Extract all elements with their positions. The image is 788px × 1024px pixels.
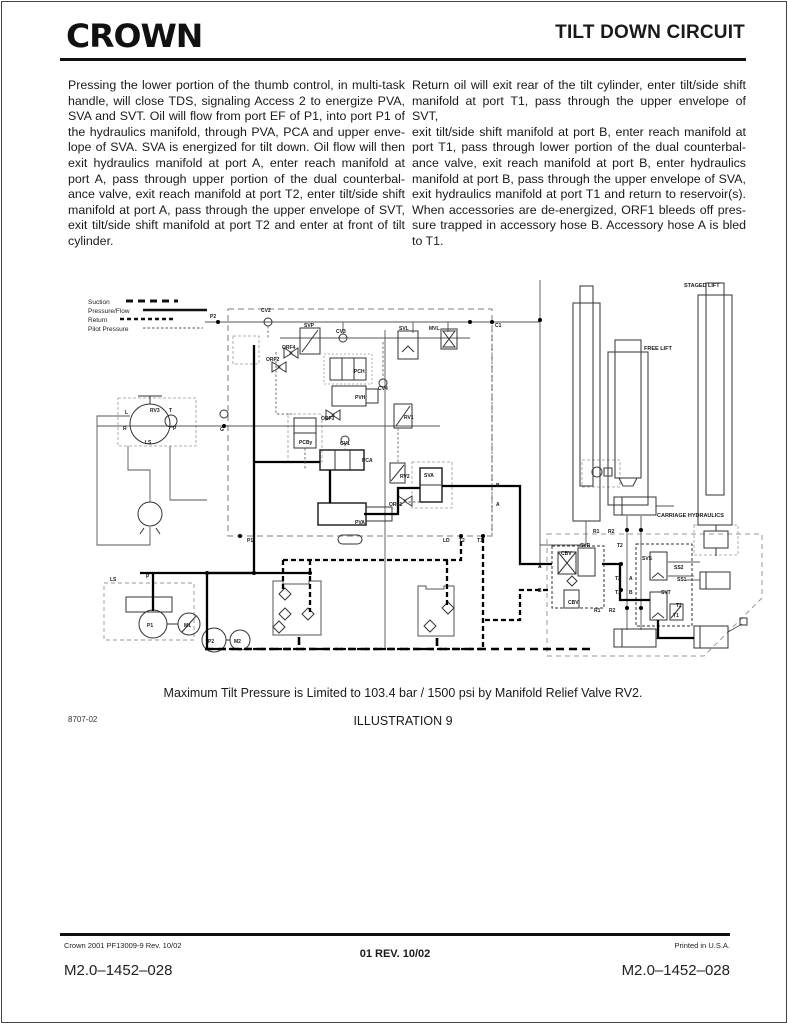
diagram-label: R2 [608, 529, 615, 535]
footer-rule [60, 933, 730, 936]
diagram-label: FREE LIFT [644, 346, 672, 352]
diagram-label: SVR [580, 543, 591, 549]
diagram-label: B [496, 483, 500, 489]
body-text-line: exit tilt/side shift manifold at port T2 and enter at front of tilt [68, 218, 405, 233]
body-text-line: Pressing the lower portion of the thumb control, in multi-task [68, 78, 405, 92]
diagram-label: T1 [673, 613, 679, 619]
body-text-line: SVA and SVT. Oil will flow from port EF of P1, into port P1 of [68, 109, 405, 124]
diagram-label: R [123, 426, 127, 432]
crown-logo [66, 14, 236, 56]
diagram-label: CV2 [261, 308, 271, 314]
return-lines [205, 537, 548, 649]
diagram-label: T1 [615, 590, 621, 596]
diagram-label: RV3 [150, 408, 160, 414]
diagram-label: CV3 [336, 329, 346, 335]
body-text-line: port A, pass through upper portion of the dual counterbal- [68, 171, 405, 186]
diagram-label: ORF3 [321, 416, 335, 422]
diagram-label: A [496, 502, 500, 508]
body-text-line: lope of SVA. SVA is energized for tilt down. Oil flow will then [68, 140, 405, 155]
diagram-label: CV1 [340, 441, 350, 447]
figure-code: 8707-02 [68, 715, 98, 724]
legend-line-samples [120, 301, 207, 328]
diagram-label: Pressure/Flow [88, 308, 130, 315]
diagram-label: CARRIAGE HYDRAULICS [657, 513, 724, 519]
component-symbols [126, 318, 457, 652]
doc-number-left: M2.0–1452–028 [64, 962, 173, 979]
diagram-label: T2 [676, 603, 682, 609]
footer-publication-info: Crown 2001 PF13009-9 Rev. 10/02 [64, 941, 182, 950]
pressure-note: Maximum Tilt Pressure is Limited to 103.4 bar / 1500 psi by Manifold Relief Valve RV2. [163, 686, 643, 700]
crown-logo-text: CROWN [66, 17, 203, 55]
diagram-label: T2 [617, 543, 623, 549]
diagram-label: SVT [661, 590, 671, 596]
diagram-label: LS [110, 577, 117, 583]
diagram-label: C1 [495, 323, 502, 329]
diagram-label: PVA [355, 520, 365, 526]
diagram-label: RV2 [400, 474, 410, 480]
illustration-label: ILLUSTRATION 9 [353, 714, 453, 728]
carriage-components [552, 497, 747, 648]
diagram-label: PCH [354, 369, 365, 375]
diagram-label: P1 [147, 623, 154, 629]
diagram-label: LS [145, 440, 152, 446]
diagram-label: P [146, 574, 150, 580]
footer-revision: 01 REV. 10/02 [359, 948, 431, 960]
diagram-label: T1 [477, 538, 483, 544]
body-text-line: ance valve, exit reach manifold at port T2, enter tilt/side shift [68, 187, 405, 202]
doc-number-right: M2.0–1452–028 [621, 962, 730, 979]
footer-printed-in: Printed in U.S.A. [674, 941, 730, 950]
body-text-line: ance valve, exit reach manifold at port B, enter hydraulics [412, 155, 746, 170]
diagram-label: T2 [615, 576, 621, 582]
diagram-label: G [220, 427, 224, 433]
body-column-left [68, 78, 405, 250]
body-text-line: the hydraulics manifold, through PVA, PCA and upper enve- [68, 124, 405, 139]
body-text-line: handle, will close TDS, signaling Access 2 to energize PVA, [68, 93, 405, 108]
body-text-line: cylinder. [68, 233, 114, 248]
diagram-label: R2 [609, 608, 616, 614]
diagram-label: Return [88, 317, 108, 324]
body-text-line: Return oil will exit rear of the tilt cylinder, enter tilt/side shift [412, 78, 746, 92]
diagram-label: CBV [561, 551, 572, 557]
diagram-label: M1 [184, 623, 191, 629]
diagram-label: MVL [429, 326, 440, 332]
diagram-label: SVS [642, 556, 653, 562]
diagram-label: P2 [208, 639, 215, 645]
diagram-labels [88, 283, 724, 645]
body-text-line: manifold at port A, pass through the upper envelope of SVT, [68, 202, 405, 217]
diagram-label: SS2 [674, 565, 684, 571]
body-text-line: When accessories are de-energized, ORF1 bleeds off pres- [412, 202, 746, 217]
pilot-pressure-lines [268, 326, 492, 536]
diagram-label: B [629, 590, 633, 596]
diagram-label: STAGED LIFT [684, 283, 720, 289]
diagram-label: M2 [234, 639, 241, 645]
diagram-label: PCBy [299, 440, 313, 446]
diagram-label: T [169, 408, 173, 414]
diagram-label: Suction [88, 299, 110, 306]
body-text-line: sure trapped in accessory hose B. Accessory hose A is bled [412, 218, 746, 233]
pressure-flow-lines [140, 345, 694, 649]
diagram-label: ORF2 [266, 357, 280, 363]
diagram-label: PVH [355, 395, 366, 401]
diagram-label: SVA [424, 473, 434, 479]
diagram-label: R1 [594, 608, 601, 614]
diagram-label: PCA [362, 458, 373, 464]
diagram-label: L [125, 410, 129, 416]
diagram-label: A [538, 564, 542, 570]
diagram-label: SS1 [677, 577, 687, 583]
suction-lines [205, 637, 595, 649]
body-text-line: exit hydraulics manifold at port A, enter reach manifold at [68, 155, 405, 170]
manifold-boundaries [104, 309, 762, 656]
body-text-line: exit tilt/side shift manifold at port B, enter reach manifold at [412, 124, 746, 139]
body-column-right [412, 78, 746, 250]
hydraulic-schematic [0, 264, 788, 688]
diagram-label: SVP [304, 323, 315, 329]
diagram-label: Pilot Pressure [88, 326, 129, 333]
body-text-line: manifold at port B, pass through the upper envelope of SVA, [412, 171, 746, 186]
diagram-label: T2 [459, 538, 465, 544]
body-text-line: port T1, pass through lower portion of the dual counterbal- [412, 140, 746, 155]
diagram-label: P [173, 426, 177, 432]
body-text-line: to T1. [412, 233, 444, 248]
diagram-label: ORF4 [282, 345, 296, 351]
diagram-label: RV1 [404, 415, 414, 421]
diagram-label: B [538, 588, 542, 594]
body-text-line: manifold at port T1, pass through the upper envelope of SVT, [412, 93, 746, 124]
diagram-label: CBV [568, 600, 579, 606]
diagram-label: CV4 [378, 386, 388, 392]
page-title: TILT DOWN CIRCUIT [555, 22, 745, 43]
header-rule [60, 58, 746, 61]
diagram-label: P2 [210, 314, 217, 320]
diagram-label: A [629, 576, 633, 582]
diagram-label: SVL [399, 326, 409, 332]
diagram-label: R1 [593, 529, 600, 535]
body-text-line: exit hydraulics manifold at port T1 and return to reservoir(s). [412, 187, 746, 202]
diagram-label: LD [443, 538, 450, 544]
diagram-label: ORF1 [389, 502, 403, 508]
diagram-label: P1 [247, 538, 254, 544]
